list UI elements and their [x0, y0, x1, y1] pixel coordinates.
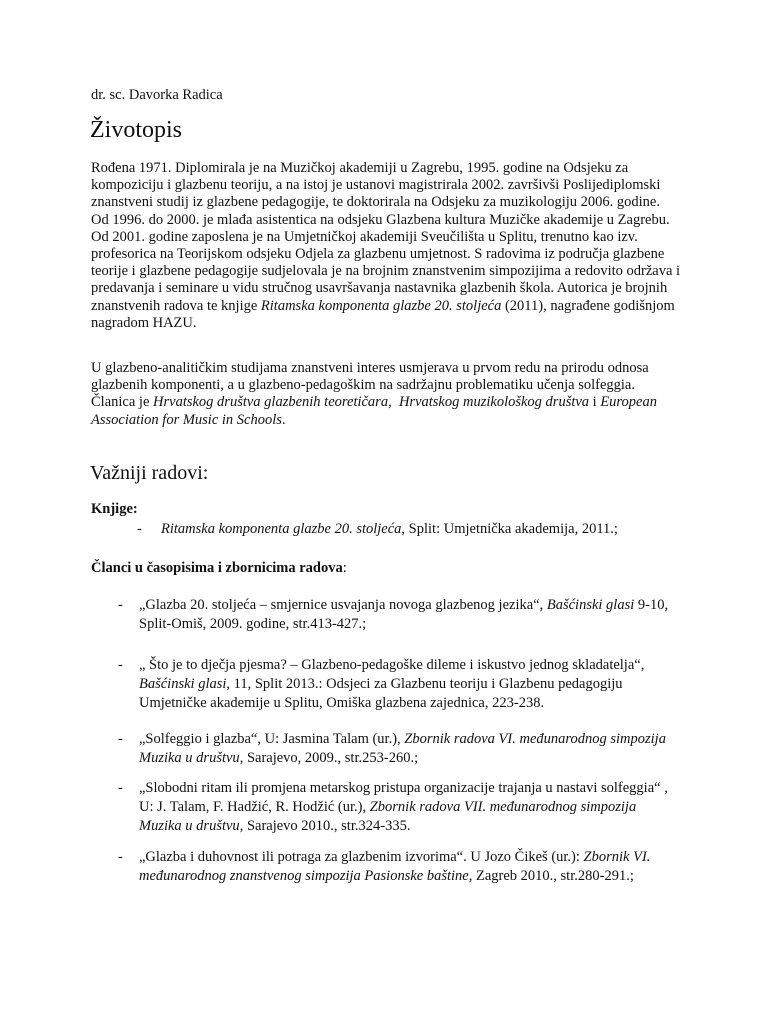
publication-title: Bašćinski glasi: [546, 597, 635, 613]
organization-name: Hrvatskog muzikološkog društva: [398, 394, 590, 411]
article-details: 11, Split 2013.: Odsjeci za Glazbenu teoriju i Glazbenu pedagogiju Umjetničke akademije u Splitu, Omiška glazbena zajednica, 223-238.: [139, 676, 623, 711]
list-bullet: -: [118, 657, 123, 673]
article-text: „Glazba 20. stoljeća – smjernice usvajanja novoga glazbenog jezika“,: [139, 597, 547, 613]
bio-text: U glazbeno-analitičkim studijama znanstveni interes usmjerava u prvom redu na prirodu odnosa glazbenih komponenti, a u glazbeno-pedagoškim na sadržajnu problematiku učenja solfeggia. Članica je: [91, 360, 649, 411]
article-list-item: [139, 656, 671, 713]
article-text: „ Što je to dječja pjesma? – Glazbeno-pedagoške dileme i iskustvo jednog skladatelja“,: [139, 657, 645, 673]
conjunction-text: i: [589, 394, 601, 411]
organization-name: European Association for Music in Schools: [91, 394, 657, 428]
article-details: , Sarajevo 2010., str.324-335.: [239, 818, 411, 834]
article-details: , Zagreb 2010., str.280-291.;: [468, 868, 634, 884]
bio-paragraph-2: [91, 360, 681, 429]
list-bullet: -: [118, 731, 123, 747]
books-heading: Knjige:: [91, 501, 138, 517]
article-text: „Slobodni ritam ili promjena metarskog pristupa organizacije trajanja u nastavi solfeggia“ , U: J. Talam, F. Hadžić, R. Hodžić (ur.),: [139, 780, 668, 815]
article-list-item: [139, 730, 671, 768]
page-title: Životopis: [90, 117, 183, 143]
book-list-item: [161, 520, 618, 539]
article-text: „Glazba i duhovnost ili potraga za glazbenim izvorima“. U Jozo Čikeš (ur.):: [139, 849, 584, 865]
author-name: dr. sc. Davorka Radica: [91, 87, 223, 103]
bio-text-end: .: [281, 411, 286, 428]
publication-title: Zbornik VI. međunarodnog znanstvenog simpozija Pasionske baštine: [139, 849, 651, 884]
list-bullet: -: [137, 521, 142, 537]
bio-text-end: (2011), nagrađene godišnjom nagradom HAZU.: [91, 297, 675, 331]
book-title: Ritamska komponenta glazbe 20. stoljeća: [260, 297, 502, 314]
publication-title: Zbornik radova VI. međunarodnog simpozija Muzika u društvu: [139, 731, 666, 766]
separator-text: [392, 394, 399, 410]
bio-text: Rođena 1971. Diplomirala je na Muzičkoj akademiji u Zagrebu, 1995. godine na Odsjeku za kompoziciju i glazbenu teoriju, a na istoj je ustanovi magistrirala 2002. završivši Poslijediplomski znanstveni studij iz glazbene pedagogije, te doktorirala na Odsjeku za muzikologiju 2006. godine. Od 1996. do 2000. je mlađa asistentica na odsjeku Glazbena kultura Muzičke akademije u Zagrebu. Od 2001. godine zaposlena je na Umjetničkoj akademiji Sveučilišta u Splitu, trenutno kao izv. profesorica na Teorijskom odsjeku Odjela za glazbenu umjetnost. S radovima iz područja glazbene teorije i glazbene pedagogije sudjelovala je na brojnim znanstvenim simpozijima a redovito održava i predavanja i seminare u vidu stručnog usavršavanja nastavnika glazbenih škola. Autorica je brojnih znanstvenih radova te knjige: [91, 160, 681, 314]
articles-heading-colon: :: [342, 560, 347, 576]
article-text: „Solfeggio i glazba“, U: Jasmina Talam (ur.),: [139, 731, 405, 747]
article-list-item: [139, 779, 671, 836]
book-details: , Split: Umjetnička akademija, 2011.;: [401, 521, 618, 537]
article-details: , Sarajevo, 2009., str.253-260.;: [239, 750, 419, 766]
article-list-item: [139, 596, 671, 634]
list-bullet: -: [118, 597, 123, 613]
list-bullet: -: [118, 780, 123, 796]
list-bullet: -: [118, 849, 123, 865]
articles-heading: [91, 560, 347, 577]
publication-title: Zbornik radova VII. međunarodnog simpozija Muzika u društvu: [139, 799, 637, 834]
works-heading: Važniji radovi:: [90, 462, 209, 484]
organization-name: Hrvatskog društva glazbenih teoretičara,: [153, 394, 392, 411]
publication-title: Bašćinski glasi,: [139, 676, 231, 692]
book-title: Ritamska komponenta glazbe 20. stoljeća: [161, 521, 402, 537]
bio-paragraph-1: [91, 160, 681, 332]
article-details: 9-10, Split-Omiš, 2009. godine, str.413-427.;: [139, 597, 669, 632]
articles-heading-text: Članci u časopisima i zbornicima radova: [91, 560, 343, 576]
article-list-item: [139, 848, 671, 886]
